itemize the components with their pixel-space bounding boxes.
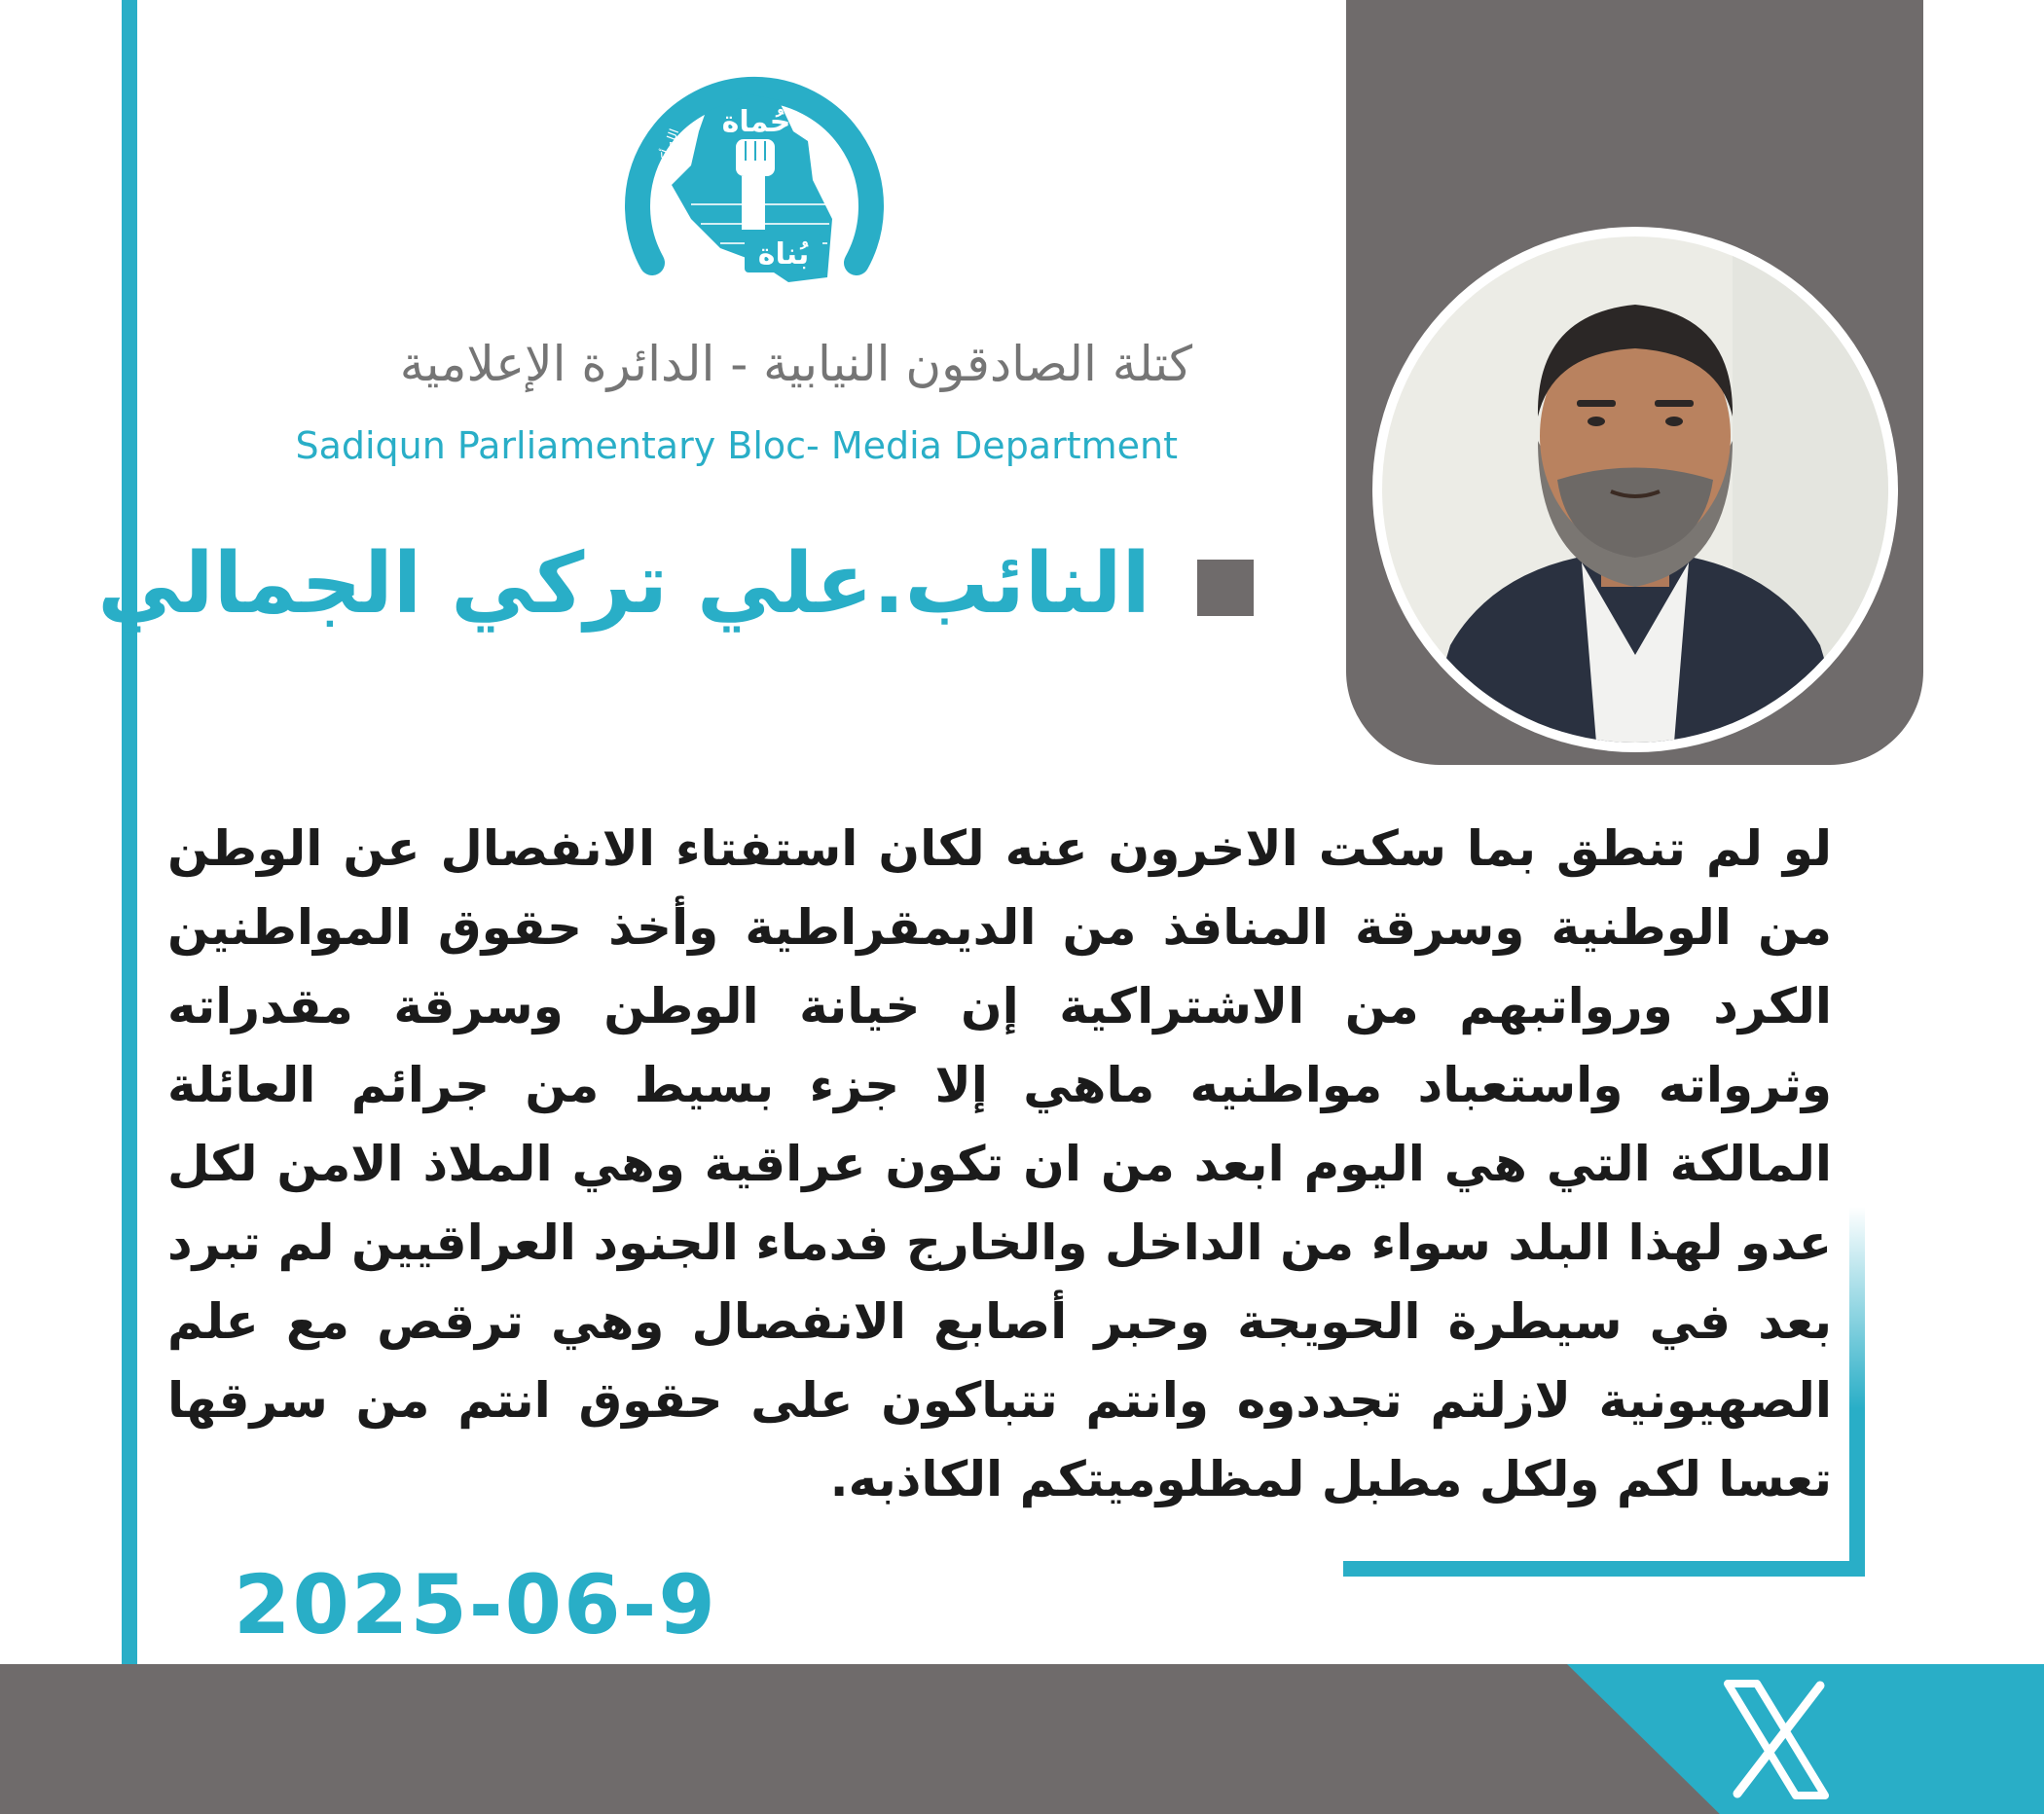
left-accent-bar [122, 0, 137, 1664]
org-name-arabic: كتلة الصادقون النيابية - الدائرة الإعلامية [399, 336, 1192, 392]
svg-text:حُماة: حُماة [721, 105, 791, 139]
movement-logo [613, 24, 895, 307]
x-logo-icon [1718, 1674, 1835, 1805]
svg-text:بُناة: بُناة [757, 237, 810, 272]
svg-text:حركة الصادقون: حركة الصادقون [752, 34, 848, 84]
speaker-photo [1382, 236, 1888, 743]
name-bullet [1197, 560, 1254, 616]
text-frame-right [1849, 1207, 1865, 1575]
org-name-english: Sadiqun Parliamentary Bloc- Media Department [295, 424, 1178, 467]
post-date: 2025-06-9 [234, 1557, 717, 1652]
statement-text: لو لم تنطق بما سكت الاخرون عنه لكان استفتاء الانفصال عن الوطن من الوطنية وسرقة المنافذ من الديمقراطية وأخذ حقوق المواطنين الكرد ورواتبهم من الاشتراكية إن خيانة الوطن وسرقة مقدراته وثرواته واستعباد مواطنيه ماهي إلا جزء بسيط من جرائم العائلة المالكة التي هي اليوم ابعد من ان تكون عراقية وهي الملاذ الامن لكل عدو لهذا البلد سواء من الداخل والخارج فدماء الجنود العراقيين لم تبرد بعد في سيطرة الحويجة وحبر أصابع الانفصال وهي ترقص مع علم الصهيونية لازلتم تجددوه وانتم تتباكون على حقوق انتم من سرقها تعسا لكم ولكل مطبل لمظلوميتكم الكاذبه. [167, 820, 1832, 1507]
svg-text:الله أكبر: الله أكبر [654, 127, 683, 172]
speaker-name: النائب.علي تركي الجمالي [97, 535, 1150, 633]
text-frame-bottom [1343, 1561, 1865, 1577]
